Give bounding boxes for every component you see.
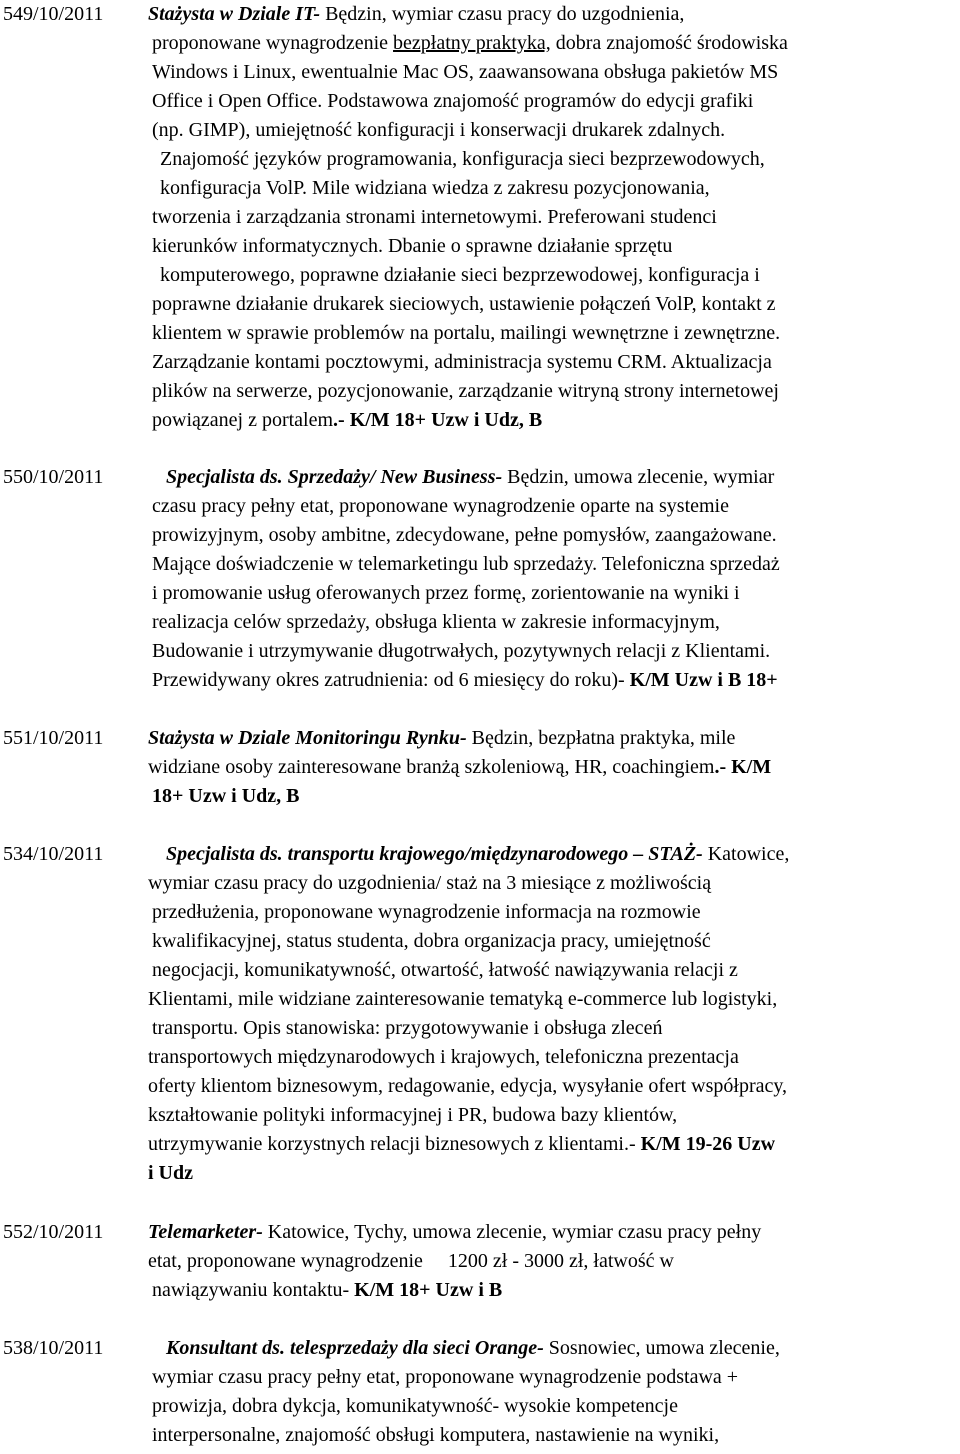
entry-number: 552/10/2011 xyxy=(3,1221,104,1243)
job-title: Stażysta w Dziale IT- xyxy=(148,3,321,25)
entry-line: negocjacji, komunikatywność, otwartość, łatwość nawiązywania relacji z xyxy=(152,959,738,981)
entry-number: 549/10/2011 xyxy=(3,3,104,25)
entry-line: widziane osoby zainteresowane branżą szkoleniową, HR, coachingiem.- K/M xyxy=(148,756,772,778)
requirements-code: .- K/M xyxy=(714,756,772,778)
requirements-code: 18+ Uzw i Udz, B xyxy=(152,785,300,807)
entry-line: Stażysta w Dziale IT- Będzin, wymiar czasu pracy do uzgodnienia, xyxy=(148,3,685,25)
entry-line: Telemarketer- Katowice, Tychy, umowa zlecenie, wymiar czasu pracy pełny xyxy=(148,1221,762,1243)
entry-line: utrzymywanie korzystnych relacji biznesowych z klientami.- K/M 19-26 Uzw xyxy=(148,1133,776,1155)
entry-line: klientem w sprawie problemów na portalu, mailingi wewnętrzne i zewnętrzne. xyxy=(152,322,781,344)
entry-line: plików na serwerze, pozycjonowanie, zarządzanie witryną strony internetowej xyxy=(152,380,779,402)
entry-line: proponowane wynagrodzenie bezpłatny praktyka, dobra znajomość środowiska xyxy=(152,32,788,54)
entry-number: 538/10/2011 xyxy=(3,1337,104,1359)
entry-line: konfiguracja VolP. Mile widziana wiedza z zakresu pozycjonowania, xyxy=(160,177,710,199)
entry-line: (np. GIMP), umiejętność konfiguracji i konserwacji drukarek zdalnych. xyxy=(152,119,726,141)
requirements-code: .- K/M 18+ Uzw i Udz, B xyxy=(333,409,543,431)
entry-line: kierunków informatycznych. Dbanie o sprawne działanie sprzętu xyxy=(152,235,673,257)
job-title: Telemarketer- xyxy=(148,1221,263,1243)
entry-line: wymiar czasu pracy do uzgodnienia/ staż na 3 miesiące z możliwością xyxy=(148,872,712,894)
entry-line: Specjalista ds. transportu krajowego/międzynarodowego – STAŻ- Katowice, xyxy=(166,843,790,865)
entry-line: tworzenia i zarządzania stronami internetowymi. Preferowani studenci xyxy=(152,206,717,228)
entry-line: transportu. Opis stanowiska: przygotowywanie i obsługa zleceń xyxy=(152,1017,663,1039)
requirements-code: K/M 18+ Uzw i B xyxy=(354,1279,503,1301)
entry-line: Stażysta w Dziale Monitoringu Rynku- Będzin, bezpłatna praktyka, mile xyxy=(148,727,736,749)
job-title: Specjalista ds. transportu krajowego/międzynarodowego – STAŻ- xyxy=(166,843,703,865)
entry-line: kwalifikacyjnej, status studenta, dobra organizacja pracy, umiejętność xyxy=(152,930,711,952)
entry-line: Znajomość języków programowania, konfiguracja sieci bezprzewodowych, xyxy=(160,148,765,170)
entry-line: Budowanie i utrzymywanie długotrwałych, pozytywnych relacji z Klientami. xyxy=(152,640,771,662)
entry-line: interpersonalne, znajomość obsługi komputera, nastawienie na wyniki, xyxy=(152,1424,720,1446)
entry-line: czasu pracy pełny etat, proponowane wynagrodzenie oparte na systemie xyxy=(152,495,729,517)
entry-line: kształtowanie polityki informacyjnej i PR, budowa bazy klientów, xyxy=(148,1104,678,1126)
entry-number: 550/10/2011 xyxy=(3,466,104,488)
entry-line: nawiązywaniu kontaktu- K/M 18+ Uzw i B xyxy=(152,1279,503,1301)
entry-line: poprawne działanie drukarek sieciowych, ustawienie połączeń VolP, kontakt z xyxy=(152,293,776,315)
entry-line: prowizja, dobra dykcja, komunikatywność- wysokie kompetencje xyxy=(152,1395,678,1417)
entry-line: Windows i Linux, ewentualnie Mac OS, zaawansowana obsługa pakietów MS xyxy=(152,61,779,83)
entry-line: transportowych międzynarodowych i krajowych, telefoniczna prezentacja xyxy=(148,1046,739,1068)
entry-line: przedłużenia, proponowane wynagrodzenie informacja na rozmowie xyxy=(152,901,701,923)
entry-line: komputerowego, poprawne działanie sieci bezprzewodowej, konfiguracja i xyxy=(160,264,760,286)
job-title: Stażysta w Dziale Monitoringu Rynku- xyxy=(148,727,467,749)
entry-number: 534/10/2011 xyxy=(3,843,104,865)
entry-number: 551/10/2011 xyxy=(3,727,104,749)
entry-line: Specjalista ds. Sprzedaży/ New Business- Będzin, umowa zlecenie, wymiar xyxy=(166,466,775,488)
entry-line: Mające doświadczenie w telemarketingu lub sprzedaży. Telefoniczna sprzedaż xyxy=(152,553,780,575)
job-title: Konsultant ds. telesprzedaży dla sieci Orange- xyxy=(166,1337,544,1359)
requirements-code: i Udz xyxy=(148,1162,193,1184)
entry-line: oferty klientom biznesowym, redagowanie, edycja, wysyłanie ofert współpracy, xyxy=(148,1075,788,1097)
requirements-code: K/M 19-26 Uzw xyxy=(640,1133,776,1155)
entry-line: Office i Open Office. Podstawowa znajomość programów do edycji grafiki xyxy=(152,90,754,112)
entry-line: Przewidywany okres zatrudnienia: od 6 miesięcy do roku)- K/M Uzw i B 18+ xyxy=(152,669,778,691)
entry-line: Konsultant ds. telesprzedaży dla sieci Orange- Sosnowiec, umowa zlecenie, xyxy=(166,1337,780,1359)
entry-line: realizacja celów sprzedaży, obsługa klienta w zakresie informacyjnym, xyxy=(152,611,720,633)
requirements-code: K/M Uzw i B 18+ xyxy=(629,669,778,691)
entry-line: Klientami, mile widziane zainteresowanie tematyką e-commerce lub logistyki, xyxy=(148,988,778,1010)
entry-line: i promowanie usług oferowanych przez formę, zorientowanie na wyniki i xyxy=(152,582,740,604)
entry-line: powiązanej z portalem.- K/M 18+ Uzw i Udz, B xyxy=(152,409,543,431)
entry-line: prowizyjnym, osoby ambitne, zdecydowane, pełne pomysłów, zaangażowane. xyxy=(152,524,777,546)
entry-line: Zarządzanie kontami pocztowymi, administracja systemu CRM. Aktualizacja xyxy=(152,351,772,373)
job-title: Specjalista ds. Sprzedaży/ New Business- xyxy=(166,466,503,488)
entry-line: etat, proponowane wynagrodzenie 1200 zł - 3000 zł, łatwość w xyxy=(148,1250,674,1272)
entry-line: wymiar czasu pracy pełny etat, proponowane wynagrodzenie podstawa + xyxy=(152,1366,739,1388)
